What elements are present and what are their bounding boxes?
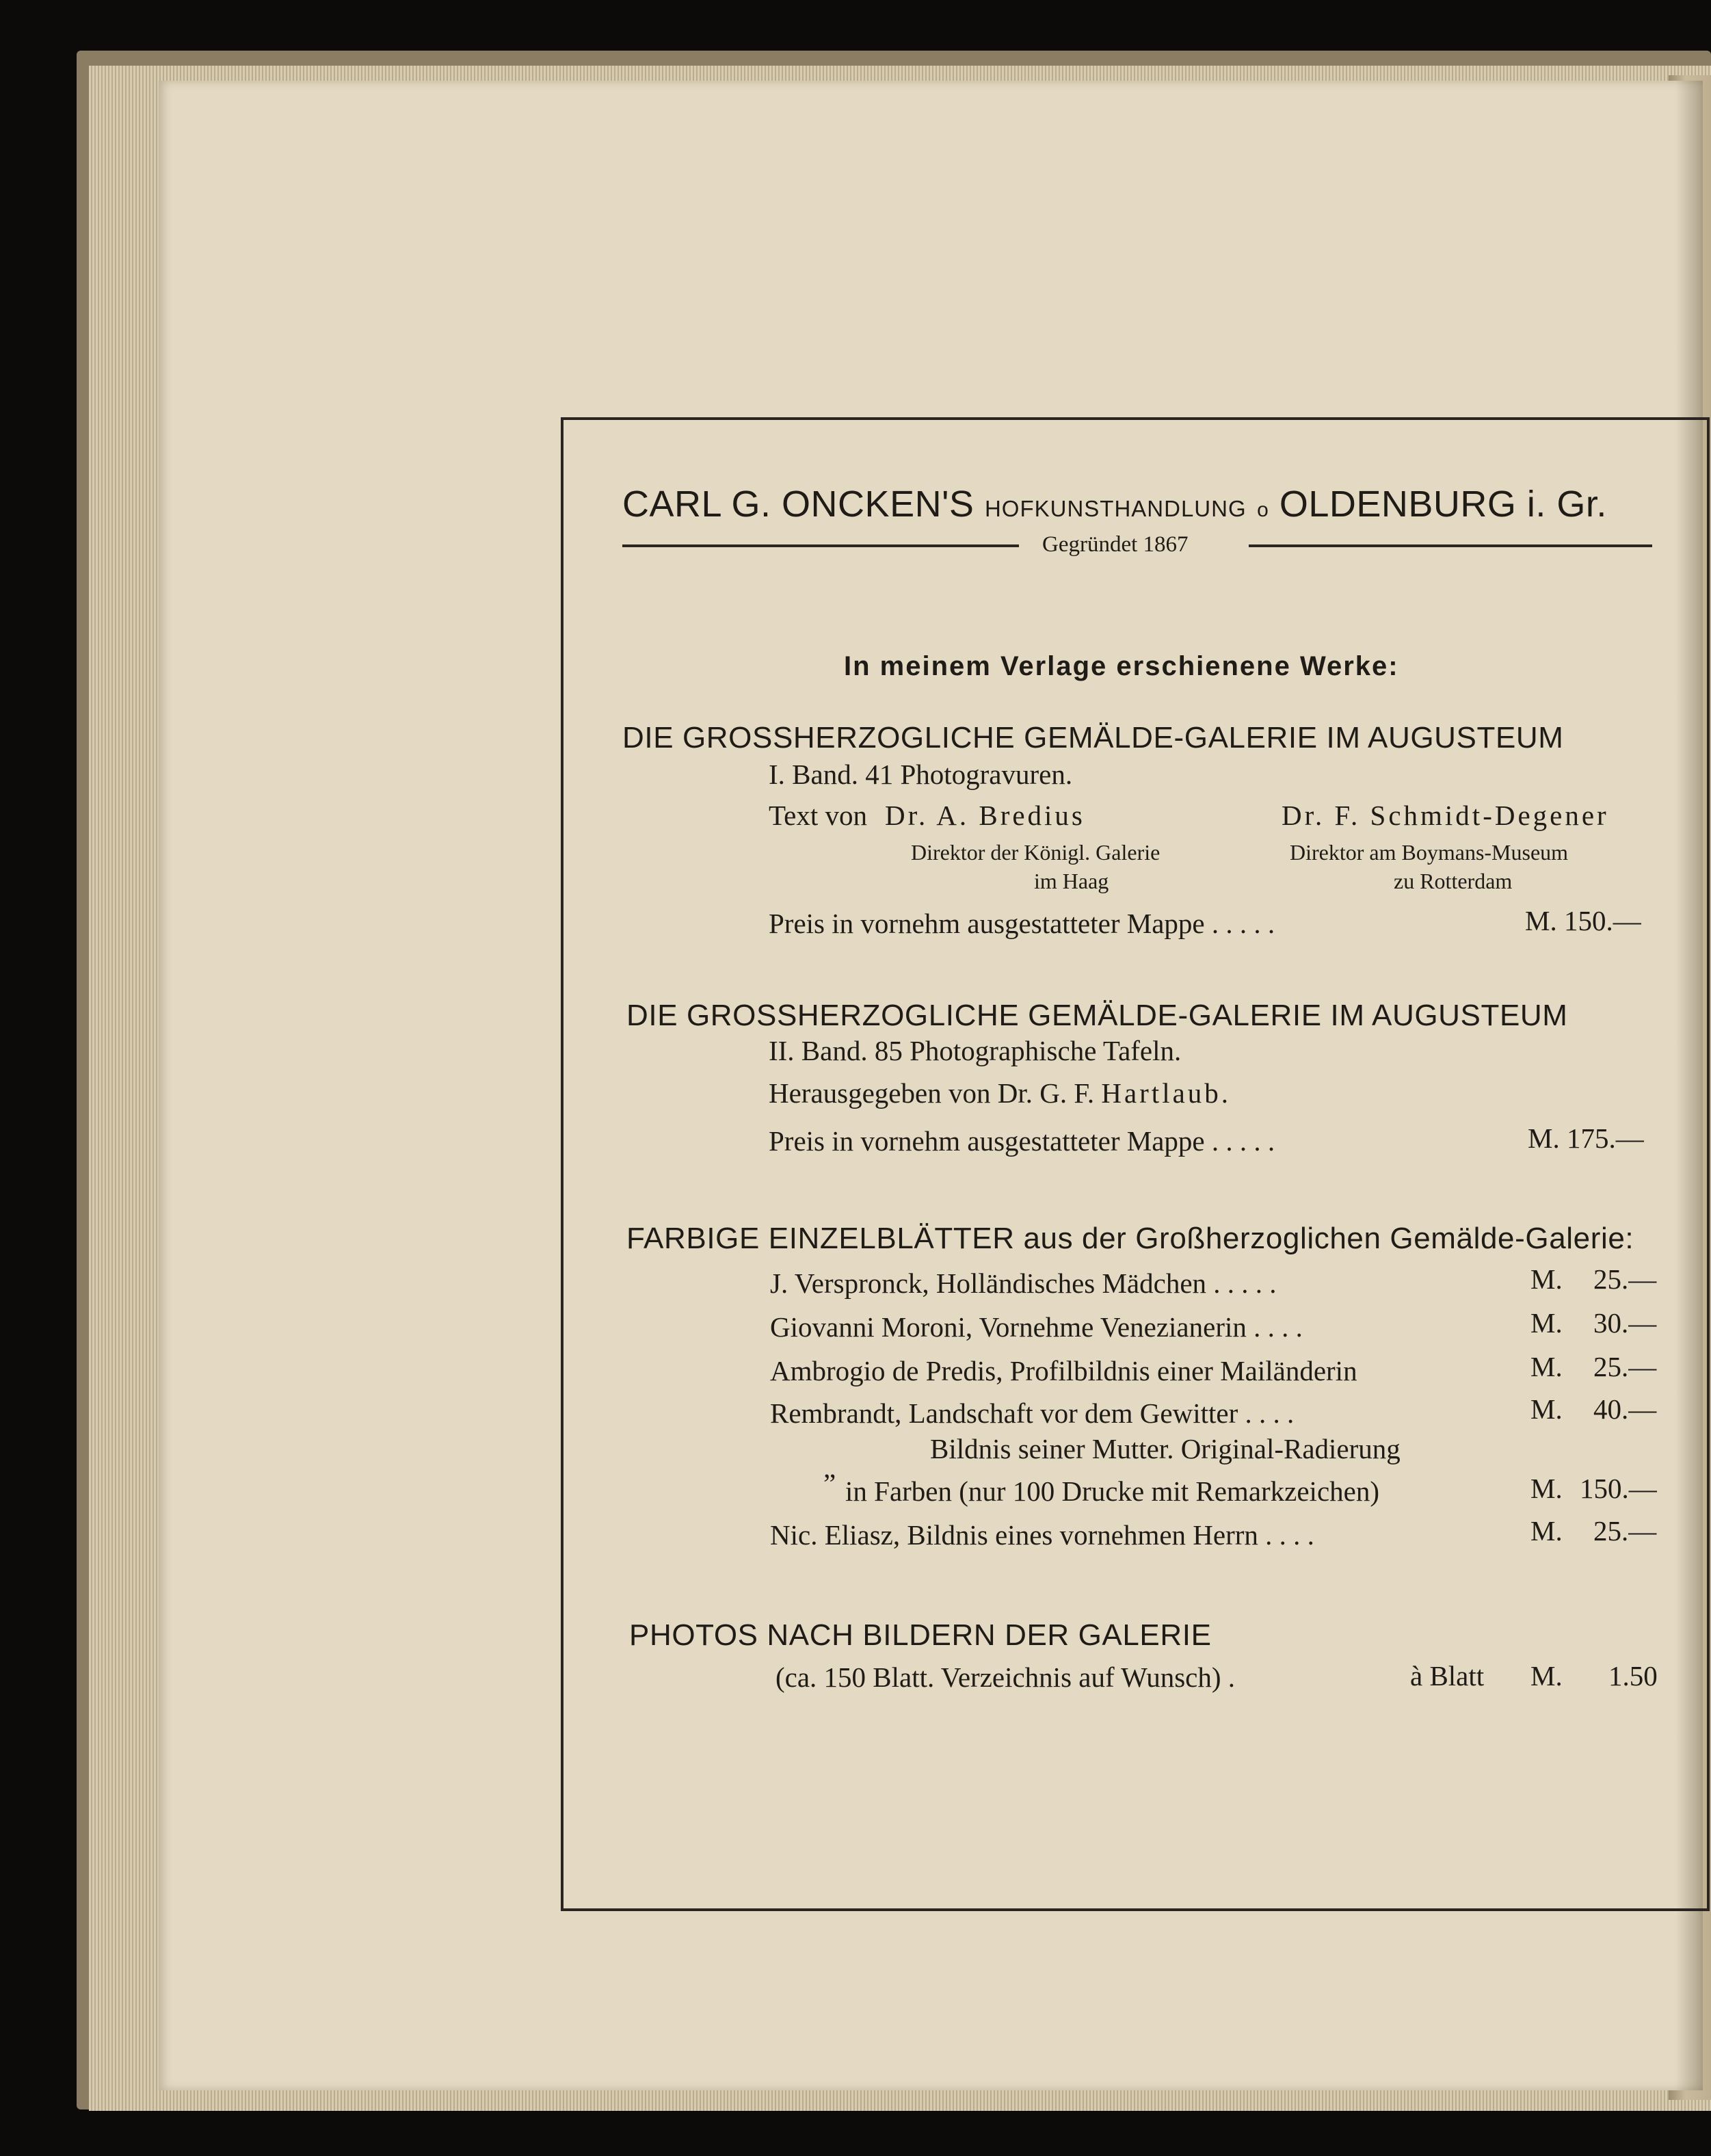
section1-volume: I. Band. 41 Photogravuren.: [769, 759, 1073, 790]
section1-price-label: Preis in vornehm ausgestatteter Mappe . . . . .: [769, 908, 1275, 939]
separator: o: [1257, 499, 1269, 521]
intro-heading: In meinem Verlage erschienene Werke:: [844, 651, 1399, 681]
firm-name: CARL G. ONCKEN'S: [622, 484, 974, 525]
header-rule-right: [1249, 544, 1652, 547]
rembrandt2-line1: Bildnis seiner Mutter. Original-Radierung: [930, 1433, 1401, 1464]
item-currency: M.: [1530, 1393, 1563, 1425]
business-type: HOFKUNSTHANDLUNG: [984, 496, 1247, 521]
section4-currency: M.: [1530, 1660, 1563, 1692]
author1-place: im Haag: [1034, 869, 1109, 893]
section2-price-label: Preis in vornehm ausgestatteter Mappe . . . . .: [769, 1125, 1275, 1157]
section4-price: 1.50: [1608, 1660, 1658, 1692]
section1-title: DIE GROSSHERZOGLICHE GEMÄLDE-GALERIE IM AUGUSTEUM: [622, 721, 1564, 754]
author2-place: zu Rotterdam: [1394, 869, 1513, 893]
item-price: 25.—: [1593, 1515, 1657, 1547]
item-label: J. Verspronck, Holländisches Mädchen . . . . .: [770, 1267, 1277, 1299]
header-rule-left: [622, 544, 1019, 547]
editor-prefix: Herausgegeben von Dr. G. F.: [769, 1077, 1095, 1109]
item-price: 25.—: [1593, 1351, 1657, 1382]
section2-volume: II. Band. 85 Photographische Tafeln.: [769, 1035, 1182, 1066]
section4-unit: à Blatt: [1410, 1660, 1485, 1692]
author1-name: Dr. A. Bredius: [885, 800, 1085, 831]
item-currency: M.: [1530, 1307, 1563, 1339]
item-label: Nic. Eliasz, Bildnis eines vornehmen Herrn . . . .: [770, 1519, 1314, 1551]
item-currency: M.: [1530, 1263, 1563, 1295]
rembrandt2-price: 150.—: [1580, 1473, 1657, 1504]
item-label: Ambrogio de Predis, Profilbildnis einer Mailänderin: [770, 1355, 1357, 1386]
item-currency: M.: [1530, 1351, 1563, 1382]
author2-role: Direktor am Boymans-Museum: [1290, 840, 1569, 865]
rembrandt2-currency: M.: [1530, 1473, 1563, 1504]
section2-price: M. 175.—: [1528, 1122, 1644, 1154]
advertisement-frame: [561, 417, 1710, 1911]
section2-title: DIE GROSSHERZOGLICHE GEMÄLDE-GALERIE IM AUGUSTEUM: [626, 999, 1568, 1032]
book-page: [159, 81, 1703, 2090]
item-label: Rembrandt, Landschaft vor dem Gewitter . . . .: [770, 1397, 1295, 1429]
section1-text-by: Text von: [769, 800, 868, 831]
section3-title: FARBIGE EINZELBLÄTTER aus der Großherzoglichen Gemälde-Galerie:: [626, 1222, 1634, 1255]
city: OLDENBURG i. Gr.: [1279, 484, 1607, 525]
ditto-mark: „: [823, 1452, 836, 1484]
rembrandt2-line2: in Farben (nur 100 Drucke mit Remarkzeichen): [845, 1475, 1380, 1507]
section1-price: M. 150.—: [1525, 905, 1641, 936]
item-price: 25.—: [1593, 1263, 1657, 1295]
editor-name: Hartlaub.: [1101, 1077, 1232, 1109]
section4-detail: (ca. 150 Blatt. Verzeichnis auf Wunsch) .: [775, 1661, 1235, 1693]
publisher-header: [622, 483, 1607, 525]
item-price: 30.—: [1593, 1307, 1657, 1339]
author1-role: Direktor der Königl. Galerie: [911, 840, 1160, 865]
item-currency: M.: [1530, 1515, 1563, 1547]
section2-editor: [769, 1077, 1231, 1109]
item-label: Giovanni Moroni, Vornehme Venezianerin . . . .: [770, 1311, 1303, 1343]
founded-line: Gegründet 1867: [1042, 532, 1189, 557]
item-price: 40.—: [1593, 1393, 1657, 1425]
author2-name: Dr. F. Schmidt-Degener: [1282, 800, 1609, 831]
section4-title: PHOTOS NACH BILDERN DER GALERIE: [629, 1618, 1212, 1652]
